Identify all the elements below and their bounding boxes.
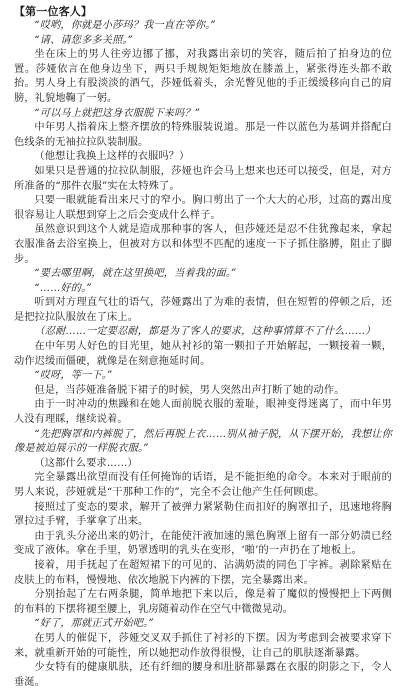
narrative-paragraph: 听到对方理直气壮的语气，莎娅露出了为难的表情，但在短暂的停顿之后，还是把拉拉队服放在了床上。 — [14, 297, 392, 323]
dialogue-paragraph: “先把胸罩和内裤脱了，然后再脱上衣……别从袖子脱，从下摆开始，我想让你像是被迫展示的一样脱衣服。” — [14, 428, 392, 455]
narrative-paragraph: 完全暴露出欲望而没有任何掩饰的话语，是不能拒绝的命令。本来对于眼前的男人来说，莎娅就是“干那种工作的”，完全不会让他产生任何顾虑。 — [14, 472, 392, 498]
dialogue-paragraph: “请、请您多多关照。” — [34, 34, 134, 46]
narrative-paragraph: 坐在床上的男人往旁边挪了挪，对我露出亲切的笑容，随后拍了拍身边的位置。莎娅依言在他身边坐下，两只手规规矩矩地放在膝盖上，紧张得连头都不敢抬。男人身上有股淡淡的酒气，莎娅低着头，余光瞥见他的手正缓缓移向自己的肩膀，礼貌地鞠了一躬。 — [14, 49, 392, 104]
dialogue-paragraph: “要去哪里啊，就在这里换吧，当着我的面。” — [34, 268, 237, 280]
narrative-paragraph: 由于乳头分泌出来的奶汁，在能使汗液加速的黑色胸罩上留有一部分奶渍已经变成了液体。拿在手里，奶罩透明的乳头在变形，‘啪’的一声扔在了地板上。 — [14, 530, 392, 557]
narrative-paragraph: 中年男人指着床上整齐摆放的特殊服装说道。那是一件以蓝色为基调并搭配白色线条的无袖拉拉队装制服。 — [14, 122, 392, 148]
narrative-paragraph: （这都什么要求……） — [34, 457, 138, 469]
narrative-paragraph: 只要一眼就能看出来尺寸的窄小。胸口剪出了一个大大的心形，过高的露出度很容易让人联想到穿上之后会变成什么样子。 — [14, 195, 392, 221]
dialogue-paragraph: （忍耐……一定要忍耐，都是为了客人的要求，这种事情算不了什么……） — [34, 326, 376, 338]
narrative-paragraph: 分别抬起了左右两条腿，简单地把下来以后，像是着了魔似的慢慢把上下两侧的布料的下摆将褪至腰上，乳房随着动作在空气中微微晃动。 — [14, 589, 392, 615]
narrative-paragraph: 接照过了变态的要求，解开了被弹力紧紧勒住而扣好的胸罩扣子，迅速地将胸罩拉过手臂，手掌拿了出来。 — [14, 501, 392, 528]
narrative-paragraph: 如果只是普通的拉拉队制服，莎娅也许会马上想来也还可以接受，但是，对方所准备的“那件衣服”实在太特殊了。 — [14, 165, 392, 192]
narrative-paragraph: 由于一时冲动的焦躁和在她人面前脱衣服的羞耻，眼神变得迷离了，而中年男人没有理睬，继续说着。 — [14, 399, 392, 426]
narrative-paragraph: 虽然意识到这个人就是造成那种事的客人，但莎娅还是忍不住犹豫起来，拿起衣服准备去浴室换上，但被对方以和体型不匹配的速度一下子抓住胳膊，阻止了脚步。 — [14, 224, 392, 265]
narrative-paragraph: 接着，用手抚起了在超短裙下的可见的、沾满奶渍的同色丁字裤。剥除紧贴在皮肤上的布料，慢慢地、依次地脱下内裤的下摆，完全暴露出来。 — [14, 559, 392, 586]
dialogue-paragraph: “哎呀，等一下。” — [34, 370, 113, 382]
body-text — [14, 19, 392, 690]
section-heading: 【第一位客人】 — [14, 5, 93, 18]
dialogue-paragraph: “哎哟，你就是小莎玛？我一直在等你。” — [34, 20, 216, 31]
dialogue-paragraph: “……好的。” — [34, 282, 92, 294]
dialogue-paragraph: “好了，那就正式开始吧。” — [34, 618, 154, 630]
narrative-paragraph: （他想让我换上这样的衣服吗？） — [34, 151, 190, 163]
narrative-paragraph: 少女特有的健康肌肤，还有纤细的腰身和肚脐都暴露在衣服的阴影之下，令人垂涎。 — [14, 662, 392, 688]
dialogue-paragraph: “可以马上就把这身衣服脱下来吗？” — [34, 107, 201, 119]
narrative-paragraph: 在男人的催促下，莎娅交叉双手抓住了衬衫的下摆。因为考虑到会被要求穿下来，就重新开始的可能性，所以她把动作放得很慢，让自己的肌肤逐渐暴露。 — [14, 632, 392, 659]
narrative-paragraph: 在中年男人好色的目光里，她从衬衫的第一颗扣子开始解起，一颗接着一颗，动作迟缓而僵硬，就像是在刻意拖延时间。 — [14, 341, 392, 367]
narrative-paragraph: 但是，当莎娅准备脱下裙子的时候，男人突然出声打断了她的动作。 — [34, 384, 345, 396]
